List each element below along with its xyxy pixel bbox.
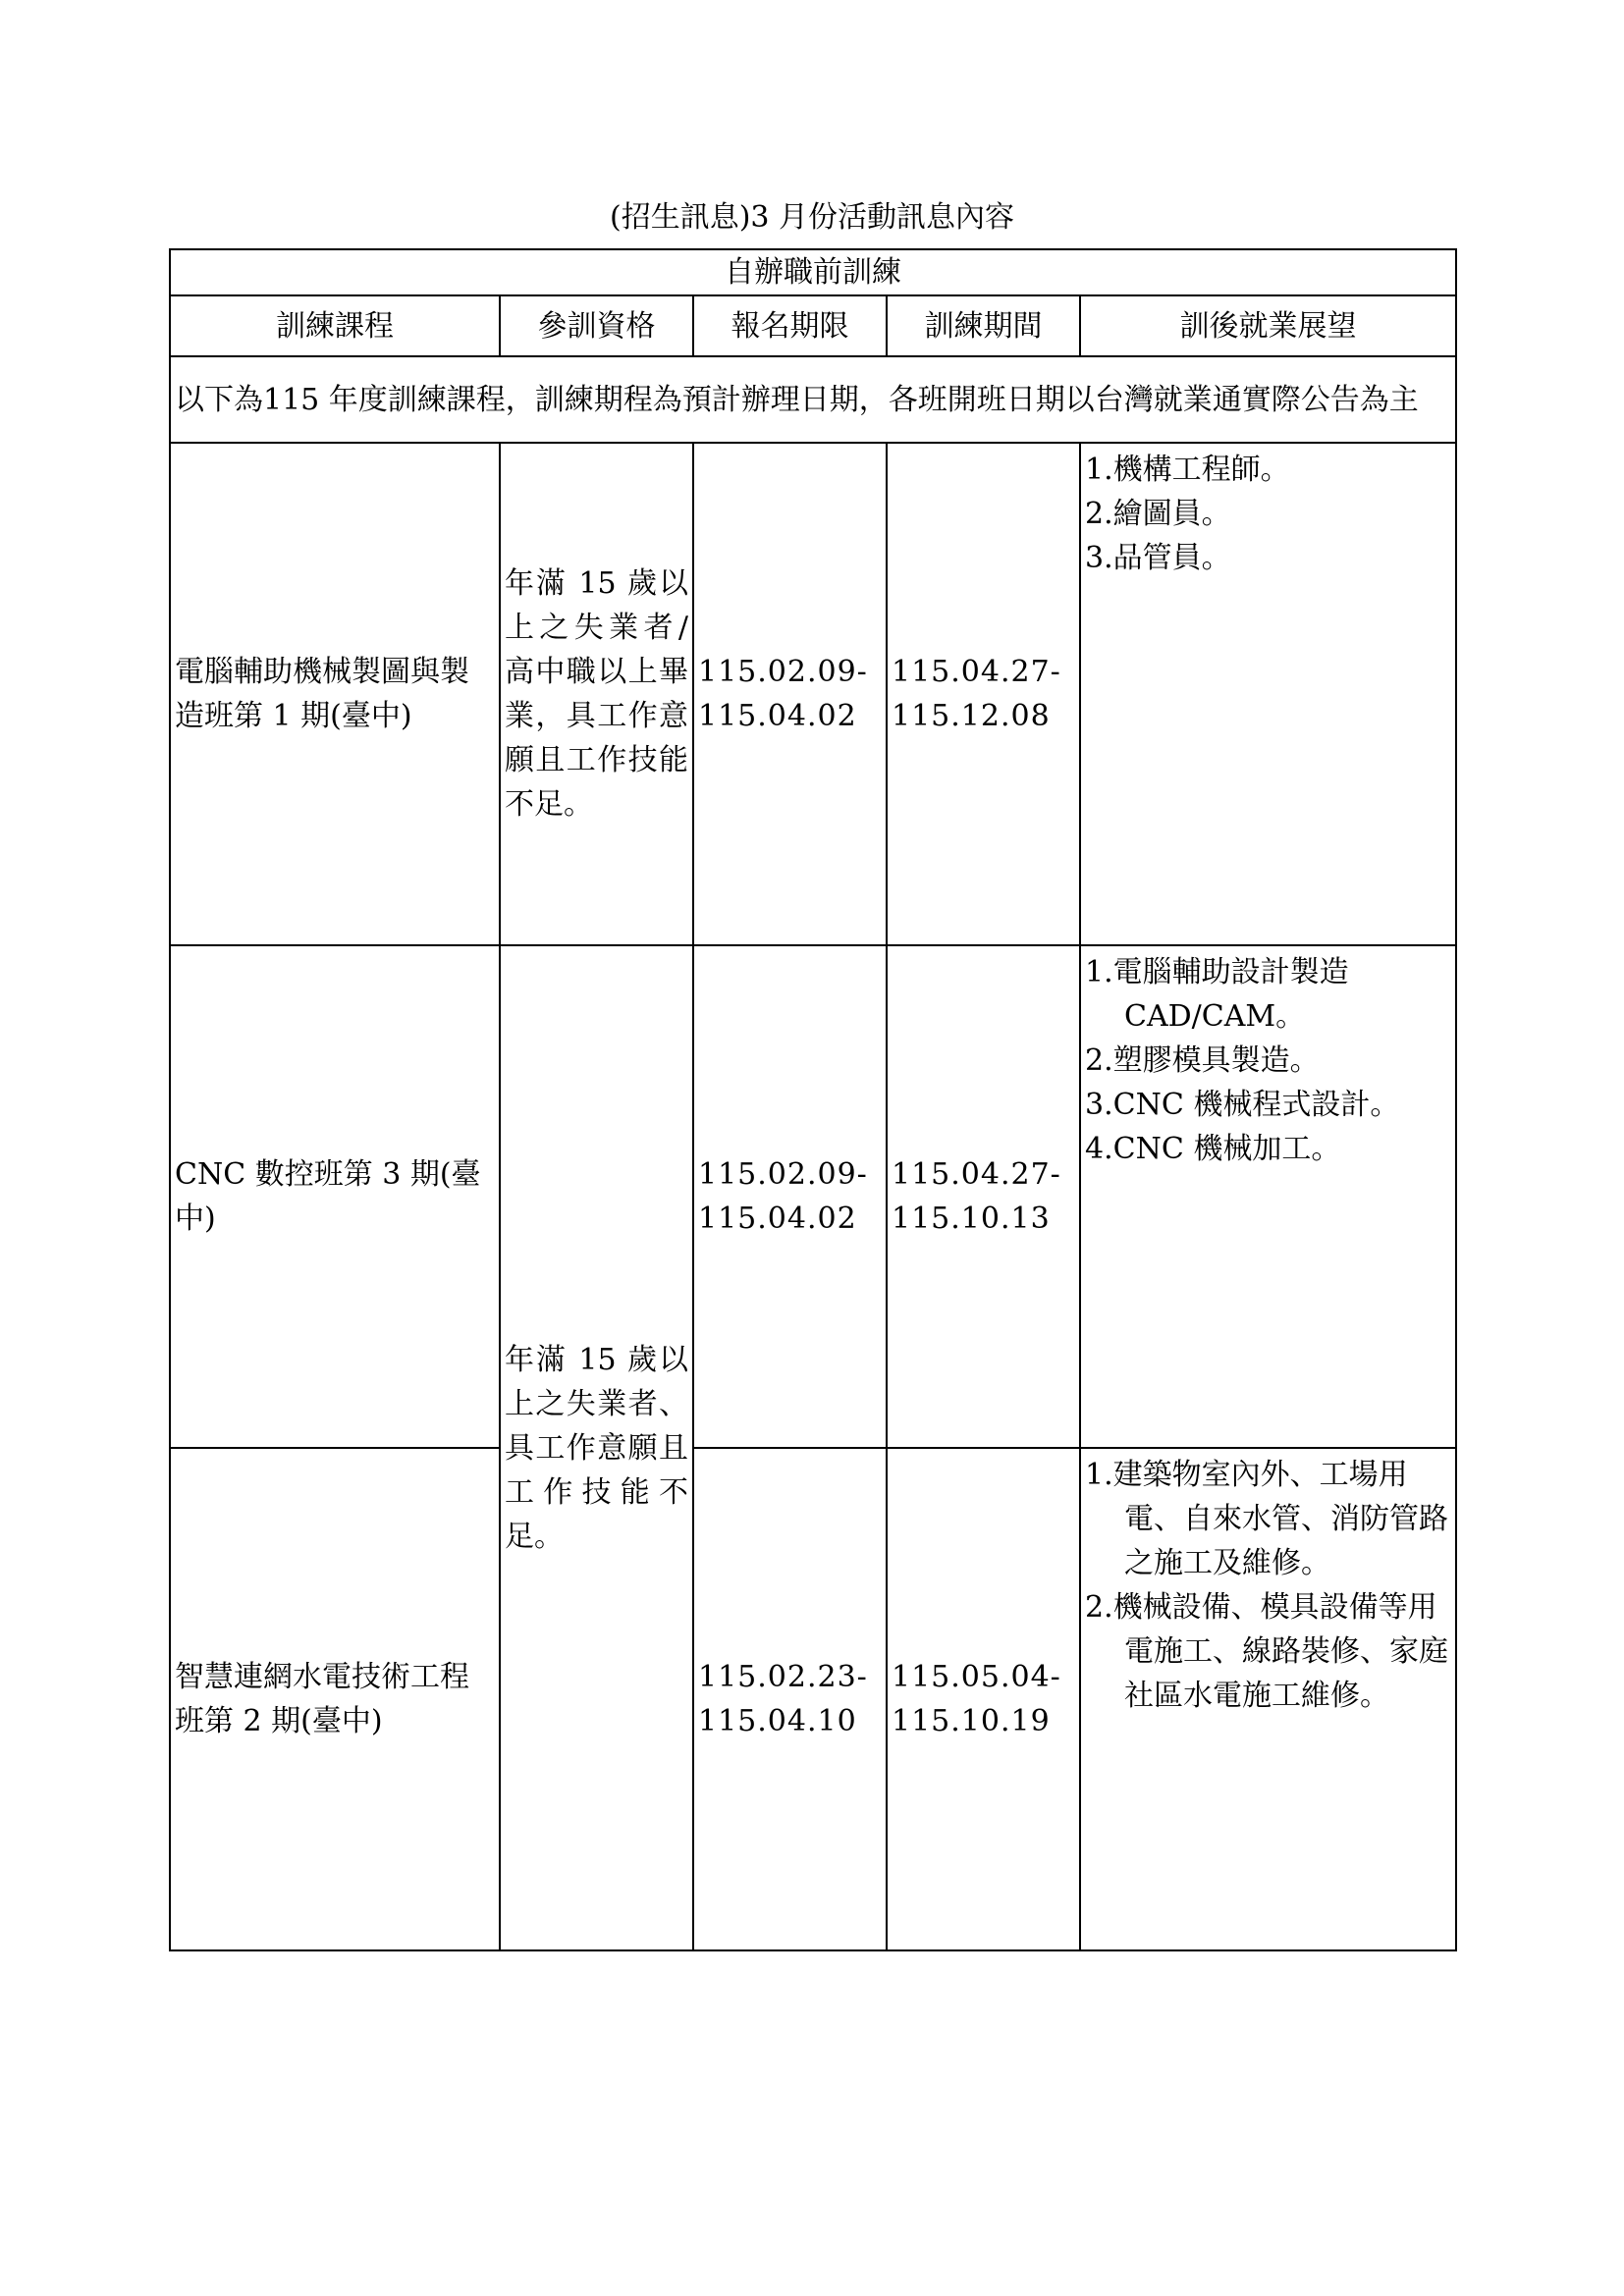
job-item: 1.機構工程師。 — [1085, 453, 1290, 487]
eligibility-cell: 年滿 15 歲以上之失業者/高中職以上畢業，具工作意願且工作技能不足。 — [500, 443, 693, 945]
job-item: 1.電腦輔助設計製造 CAD/CAM。 — [1085, 955, 1349, 1034]
header-eligibility: 參訓資格 — [500, 295, 693, 356]
training-period — [887, 1448, 1080, 1950]
section-title: 自辦職前訓練 — [170, 249, 1456, 295]
header-course: 訓練課程 — [170, 295, 500, 356]
header-jobs: 訓後就業展望 — [1080, 295, 1456, 356]
job-item: 3.CNC 機械程式設計。 — [1085, 1088, 1400, 1122]
training-start: 115.05.04- — [892, 1660, 1061, 1694]
job-item: 2.機械設備、模具設備等用電施工、線路裝修、家庭社區水電施工維修。 — [1085, 1590, 1448, 1713]
training-table — [169, 248, 1457, 1951]
job-prospects — [1080, 945, 1456, 1448]
course-row-3 — [170, 1448, 1456, 1950]
training-period — [887, 443, 1080, 945]
header-row — [170, 295, 1456, 356]
signup-period — [693, 945, 887, 1448]
signup-start: 115.02.09- — [698, 655, 868, 689]
section-row — [170, 249, 1456, 295]
training-end: 115.10.19 — [892, 1704, 1051, 1738]
course-name: 智慧連網水電技術工程班第 2 期(臺中) — [170, 1448, 500, 1950]
notice-text: 以下為115 年度訓練課程，訓練期程為預計辦理日期，各班開班日期以台灣就業通實際公告為主 — [170, 356, 1456, 443]
signup-end: 115.04.10 — [698, 1704, 857, 1738]
course-row-1 — [170, 443, 1456, 945]
header-signup: 報名期限 — [693, 295, 887, 356]
signup-period — [693, 443, 887, 945]
job-item: 4.CNC 機械加工。 — [1085, 1132, 1341, 1166]
job-item: 2.塑膠模具製造。 — [1085, 1043, 1320, 1078]
notice-row — [170, 356, 1456, 443]
signup-end: 115.04.02 — [698, 699, 857, 733]
signup-period — [693, 1448, 887, 1950]
signup-start: 115.02.23- — [698, 1660, 868, 1694]
job-item: 2.繪圖員。 — [1085, 497, 1231, 531]
training-period — [887, 945, 1080, 1448]
training-start: 115.04.27- — [892, 1157, 1061, 1192]
header-period: 訓練期間 — [887, 295, 1080, 356]
job-item: 3.品管員。 — [1085, 541, 1231, 575]
training-start: 115.04.27- — [892, 655, 1061, 689]
training-end: 115.10.13 — [892, 1201, 1051, 1236]
document-title: (招生訊息)3 月份活動訊息內容 — [609, 200, 1015, 235]
course-row-2 — [170, 945, 1456, 1448]
job-prospects — [1080, 443, 1456, 945]
eligibility-cell: 年滿 15 歲以上之失業者、具工作意願且工作技能不足。 — [500, 945, 693, 1950]
signup-end: 115.04.02 — [698, 1201, 857, 1236]
signup-start: 115.02.09- — [698, 1157, 868, 1192]
course-name: CNC 數控班第 3 期(臺中) — [170, 945, 500, 1448]
course-name: 電腦輔助機械製圖與製造班第 1 期(臺中) — [170, 443, 500, 945]
job-prospects — [1080, 1448, 1456, 1950]
training-end: 115.12.08 — [892, 699, 1051, 733]
job-item: 1.建築物室內外、工場用電、自來水管、消防管路之施工及維修。 — [1085, 1458, 1448, 1580]
